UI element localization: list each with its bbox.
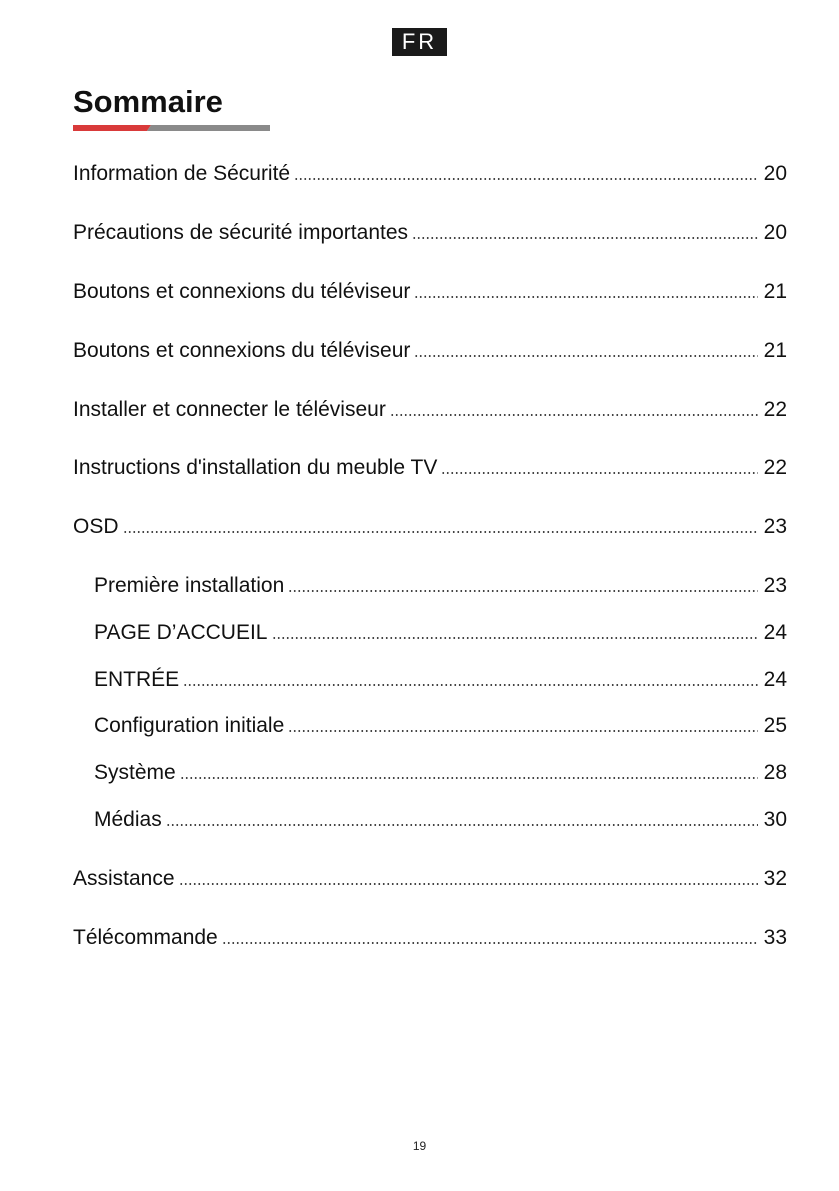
toc-entry-label: Assistance bbox=[73, 867, 175, 890]
toc-leader-dots bbox=[414, 296, 757, 298]
toc-entry-label: Instructions d'installation du meuble TV bbox=[73, 456, 438, 479]
toc-subentry[interactable] bbox=[94, 615, 787, 643]
toc-entry-label: Télécommande bbox=[73, 926, 218, 949]
toc-entry[interactable] bbox=[73, 274, 787, 302]
toc-entry-page: 21 bbox=[763, 280, 787, 303]
toc-entry-page: 20 bbox=[763, 221, 787, 244]
toc-entry[interactable] bbox=[73, 333, 787, 361]
toc-entry-page: 33 bbox=[763, 926, 787, 949]
toc-entry[interactable] bbox=[73, 156, 787, 184]
toc-entry-page: 23 bbox=[763, 515, 787, 538]
toc-entry[interactable] bbox=[73, 392, 787, 420]
toc-leader-dots bbox=[272, 637, 758, 639]
toc-leader-dots bbox=[288, 590, 757, 592]
toc-entry-page: 22 bbox=[763, 456, 787, 479]
toc-entry-label: Précautions de sécurité importantes bbox=[73, 221, 409, 244]
toc-leader-dots bbox=[412, 237, 758, 239]
toc-entry-label: OSD bbox=[73, 515, 119, 538]
toc-entry-label: ENTRÉE bbox=[94, 668, 180, 691]
toc-leader-dots bbox=[180, 777, 758, 779]
toc-entry-label: Information de Sécurité bbox=[73, 162, 291, 185]
toc-subentry[interactable] bbox=[94, 802, 787, 830]
toc-entry[interactable] bbox=[73, 920, 787, 948]
title-underline-gray bbox=[147, 125, 270, 131]
title-underline bbox=[73, 125, 270, 131]
toc-entry[interactable] bbox=[73, 215, 787, 243]
toc-entry[interactable] bbox=[73, 861, 787, 889]
toc-leader-dots bbox=[166, 824, 758, 826]
toc-entry-page: 22 bbox=[763, 398, 787, 421]
toc-entry-page: 28 bbox=[763, 761, 787, 784]
toc-entry-page: 20 bbox=[763, 162, 787, 185]
language-badge: FR bbox=[392, 28, 447, 56]
toc-entry-label: Installer et connecter le téléviseur bbox=[73, 398, 386, 421]
toc-entry-label: PAGE D’ACCUEIL bbox=[94, 621, 268, 644]
toc-entry-page: 21 bbox=[763, 339, 787, 362]
toc-subentry[interactable] bbox=[94, 568, 787, 596]
toc-entry[interactable] bbox=[73, 450, 787, 478]
toc-leader-dots bbox=[222, 942, 758, 944]
toc-entry-page: 23 bbox=[763, 574, 787, 597]
toc-entry-label: Médias bbox=[94, 808, 162, 831]
toc-entry-page: 30 bbox=[763, 808, 787, 831]
toc-leader-dots bbox=[390, 414, 758, 416]
toc-entry-page: 32 bbox=[763, 867, 787, 890]
toc-leader-dots bbox=[294, 178, 758, 180]
toc-subentry[interactable] bbox=[94, 755, 787, 783]
toc-entry-page: 25 bbox=[763, 714, 787, 737]
page-number: 19 bbox=[412, 1139, 427, 1153]
toc-entry-label: Configuration initiale bbox=[94, 714, 285, 737]
toc-leader-dots bbox=[123, 531, 758, 533]
toc-leader-dots bbox=[441, 472, 757, 474]
toc-entry-label: Boutons et connexions du téléviseur bbox=[73, 339, 411, 362]
toc-entry-label: Système bbox=[94, 761, 176, 784]
toc-entry-page: 24 bbox=[763, 621, 787, 644]
toc-subentry[interactable] bbox=[94, 662, 787, 690]
toc-entry-page: 24 bbox=[763, 668, 787, 691]
toc-entry-label: Première installation bbox=[94, 574, 285, 597]
toc-entry-label: Boutons et connexions du téléviseur bbox=[73, 280, 411, 303]
toc-leader-dots bbox=[183, 684, 757, 686]
toc-leader-dots bbox=[414, 355, 757, 357]
toc-leader-dots bbox=[179, 883, 758, 885]
page-title: Sommaire bbox=[73, 84, 223, 119]
toc-entry[interactable] bbox=[73, 509, 787, 537]
toc-subentry[interactable] bbox=[94, 708, 787, 736]
toc-leader-dots bbox=[288, 730, 757, 732]
title-underline-red bbox=[73, 125, 151, 131]
